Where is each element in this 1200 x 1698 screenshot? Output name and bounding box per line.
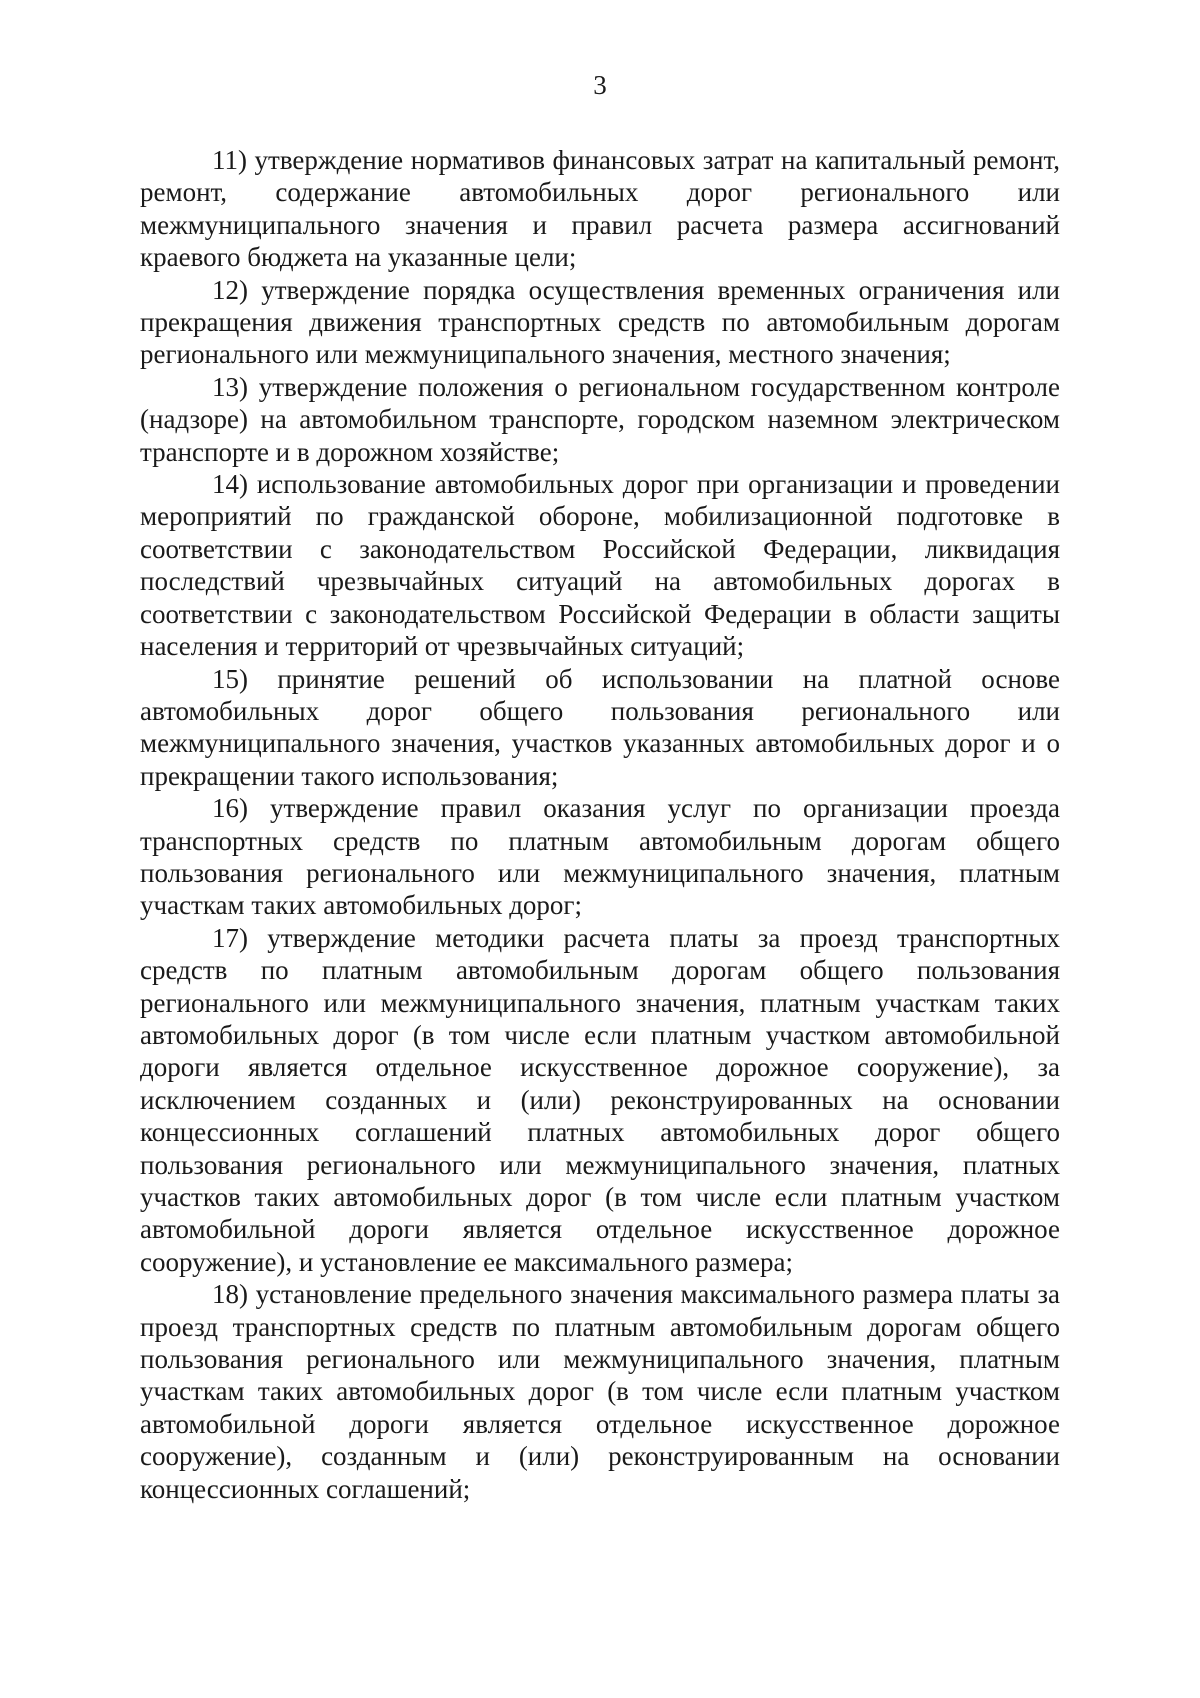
list-item-16: 16) утверждение правил оказания услуг по организации проезда транспортных средств по платным автомобильным дорогам общего пользования регионального или межмуниципального значения, платным участкам таких автомобильных дорог; — [140, 793, 1060, 921]
list-item-12: 12) утверждение порядка осуществления временных ограничения или прекращения движения транспортных средств по автомобильным дорогам регионального или межмуниципального значения, местного значения; — [140, 274, 1060, 370]
list-item-13: 13) утверждение положения о региональном государственном контроле (надзоре) на автомобильном транспорте, городском наземном электрическом транспорте и в дорожном хозяйстве; — [140, 371, 1060, 467]
list-item-14: 14) использование автомобильных дорог при организации и проведении мероприятий по гражданской обороне, мобилизационной подготовке в соответствии с законодательством Российской Федерации, ликвидация последствий чрезвычайных ситуаций на автомобильных дорогах в соответствии с законодательством Российской Федерации в области защиты населения и территорий от чрезвычайных ситуаций; — [140, 469, 1060, 662]
list-item-15: 15) принятие решений об использовании на платной основе автомобильных дорог общего пользования регионального или межмуниципального значения, участков указанных автомобильных дорог и о прекращении такого использования; — [140, 663, 1060, 791]
list-item-17: 17) утверждение методики расчета платы за проезд транспортных средств по платным автомобильным дорогам общего пользования регионального или межмуниципального значения, платным участкам таких автомобильных дорог (в том числе если платным участком автомобильной дороги является отдельное искусственное дорожное сооружение), за исключением созданных и (или) реконструированных на основании концессионных соглашений платных автомобильных дорог общего пользования регионального или межмуниципального значения, платных участков таких автомобильных дорог (в том числе если платным участком автомобильной дороги является отдельное искусственное дорожное сооружение), и установление ее максимального размера; — [140, 922, 1060, 1277]
page-number: 3 — [593, 70, 607, 100]
document-body — [140, 144, 1060, 1505]
list-item-18: 18) установление предельного значения максимального размера платы за проезд транспортных средств по платным автомобильным дорогам общего пользования регионального или межмуниципального значения, платным участкам таких автомобильных дорог (в том числе если платным участком автомобильной дороги является отдельное искусственное дорожное сооружение), созданным и (или) реконструированным на основании концессионных соглашений; — [140, 1279, 1060, 1504]
list-item-11: 11) утверждение нормативов финансовых затрат на капитальный ремонт, ремонт, содержание автомобильных дорог регионального или межмуниципального значения и правил расчета размера ассигнований краевого бюджета на указанные цели; — [140, 145, 1060, 273]
